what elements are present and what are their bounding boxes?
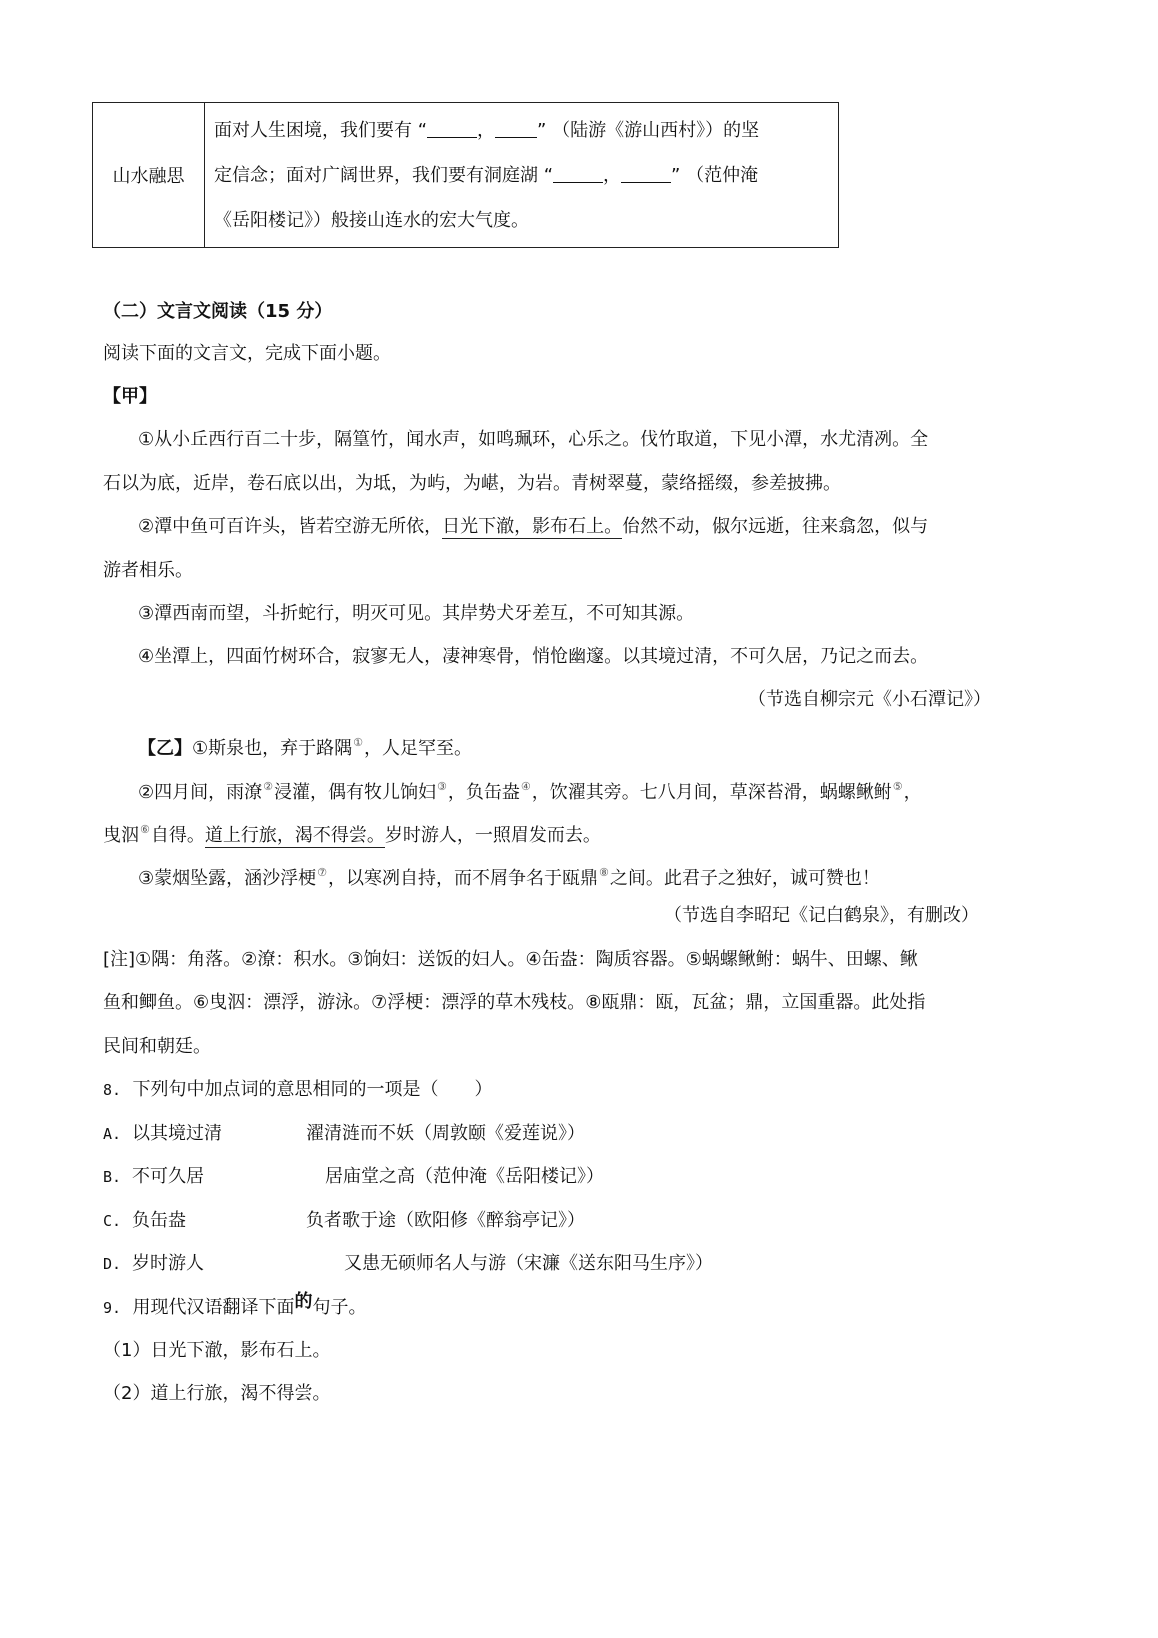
text: 浸灌，偶有牧儿饷妇: [274, 782, 437, 803]
question-8: [103, 1078, 493, 1102]
footnote-marker: ①: [353, 736, 364, 749]
option-left: 不可久居: [132, 1166, 204, 1187]
footnote-marker: ⑦: [317, 866, 328, 879]
table-text: ” （范仲淹: [671, 165, 759, 186]
footnote-marker: ⑤: [892, 780, 903, 793]
table-text: 定信念；面对广阔世界，我们要有洞庭湖 “: [214, 165, 554, 186]
option-letter: B.: [103, 1168, 122, 1186]
question-stem: 用现代汉语翻译下面: [132, 1297, 295, 1318]
option-c[interactable]: [103, 1209, 585, 1233]
text: 岁时游人，一照眉发而去。: [384, 825, 601, 846]
jia-paragraph-1-line-1: ①从小丘西行百二十步，隔篁竹，闻水声，如鸣珮环，心乐之。伐竹取道，下见小潭，水尤清冽。全: [138, 429, 929, 450]
option-letter: C.: [103, 1212, 122, 1230]
text: ，饮濯其旁。七八月间，草深苔滑，蜗螺鳅鲋: [531, 782, 892, 803]
option-left: 岁时游人: [132, 1253, 204, 1274]
jia-paragraph-4: ④坐潭上，四面竹树环合，寂寥无人，凄神寒骨，悄怆幽邃。以其境过清，不可久居，乃记之而去。: [138, 646, 929, 667]
table-text: ” （陆游《游山西村》）的坚: [537, 120, 760, 141]
jia-paragraph-2-line-2: 游者相乐。: [103, 560, 193, 581]
jia-paragraph-1-line-2: 石以为底，近岸，卷石底以出，为坻，为屿，为嵁，为岩。青树翠蔓，蒙络摇缀，参差披拂。: [103, 473, 841, 494]
fill-blank[interactable]: [495, 119, 537, 138]
yi-paragraph-2-line-2: [103, 818, 601, 848]
option-letter: A.: [103, 1125, 122, 1143]
underlined-sentence: 日光下澈，影布石上。: [442, 516, 623, 537]
question-number: 9.: [103, 1299, 122, 1317]
yi-paragraph-1: [138, 731, 472, 761]
text: ，负缶盎: [447, 782, 520, 803]
text: 佁然不动，俶尔远逝，往来翕忽，似与: [622, 516, 929, 537]
passage-yi-tag: 【乙】: [138, 738, 192, 759]
table-text: ，: [477, 120, 496, 141]
text: 曳泅: [103, 825, 139, 846]
text: ③蒙烟坠露，涵沙浮梗: [138, 868, 317, 889]
footnote-marker: ④: [520, 780, 531, 793]
text: ②潭中鱼可百许头，皆若空游无所依，: [138, 516, 443, 537]
fill-blank[interactable]: [427, 119, 477, 138]
jia-source: （节选自柳宗元《小石潭记》）: [748, 689, 991, 710]
question-stem: 的: [294, 1291, 313, 1312]
question-number: 8.: [103, 1081, 122, 1099]
fill-blank[interactable]: [621, 164, 671, 183]
fill-blank[interactable]: [553, 164, 603, 183]
table-text-line-2: [214, 164, 758, 188]
yi-source: （节选自李昭玘《记白鹤泉》，有删改）: [664, 905, 979, 926]
table-text: ，: [603, 165, 622, 186]
yi-paragraph-2-line-1: [138, 775, 922, 805]
notes-line-1: [注]①隅：角落。②潦：积水。③饷妇：送饭的妇人。④缶盎：陶质容器。⑤蜗螺鳅鲋：蜗牛、田螺、鳅: [103, 949, 918, 970]
option-d[interactable]: [103, 1252, 713, 1276]
text: ，以寒冽自持，而不屑争名于瓯鼎: [328, 868, 599, 889]
translation-item-2: （2）道上行旅，渴不得尝。: [103, 1383, 331, 1404]
option-right: 濯清涟而不妖（周敦颐《爱莲说》）: [306, 1123, 585, 1144]
table-text: 面对人生困境，我们要有 “: [214, 120, 428, 141]
table-text-line-3: 《岳阳楼记》）般接山连水的宏大气度。: [214, 210, 529, 231]
text: ②四月间，雨潦: [138, 782, 263, 803]
table-text-line-1: [214, 119, 759, 143]
text: ①斯泉也，弃于路隅: [192, 738, 353, 759]
translation-item-1: （1）日光下澈，影布石上。: [103, 1340, 331, 1361]
section-heading: （二）文言文阅读（15 分）: [103, 301, 333, 322]
footnote-marker: ⑧: [599, 866, 609, 879]
passage-jia-tag: 【甲】: [103, 386, 157, 407]
option-right: 又患无硕师名人与游（宋濂《送东阳马生序》）: [344, 1253, 713, 1274]
text: ，: [903, 782, 922, 803]
notes-line-3: 民间和朝廷。: [103, 1036, 211, 1057]
text: 自得。: [150, 825, 205, 846]
jia-paragraph-2-line-1: [138, 515, 928, 539]
option-letter: D.: [103, 1255, 122, 1273]
option-left: 以其境过清: [132, 1123, 222, 1144]
summary-table: [92, 102, 839, 248]
underlined-sentence: 道上行旅，渴不得尝。: [204, 825, 385, 846]
option-b[interactable]: [103, 1165, 604, 1189]
section-instruction: 阅读下面的文言文，完成下面小题。: [103, 343, 391, 364]
footnote-marker: ②: [263, 780, 274, 793]
table-row-label: 山水融思: [112, 166, 185, 187]
text: ，人足罕至。: [364, 738, 473, 759]
option-left: 负缶盎: [132, 1210, 186, 1231]
jia-paragraph-3: ③潭西南而望，斗折蛇行，明灭可见。其岸势犬牙差互，不可知其源。: [138, 603, 695, 624]
text: 之间。此君子之独好，诚可赞也！: [609, 868, 880, 889]
question-stem: 句子。: [312, 1297, 367, 1318]
option-a[interactable]: [103, 1122, 585, 1146]
notes-line-2: 鱼和鲫鱼。⑥曳泅：漂浮，游泳。⑦浮梗：漂浮的草木残枝。⑧瓯鼎：瓯，瓦盆；鼎，立国重器。此处指: [103, 992, 926, 1013]
question-stem: 下列句中加点词的意思相同的一项是（ ）: [132, 1079, 493, 1100]
option-right: 负者歌于途（欧阳修《醉翁亭记》）: [306, 1210, 585, 1231]
question-9: [103, 1291, 367, 1320]
option-right: 居庙堂之高（范仲淹《岳阳楼记》）: [325, 1166, 604, 1187]
yi-paragraph-3: [138, 861, 880, 891]
footnote-marker: ③: [437, 780, 447, 793]
footnote-marker: ⑥: [140, 823, 150, 836]
table-divider: [204, 103, 205, 247]
